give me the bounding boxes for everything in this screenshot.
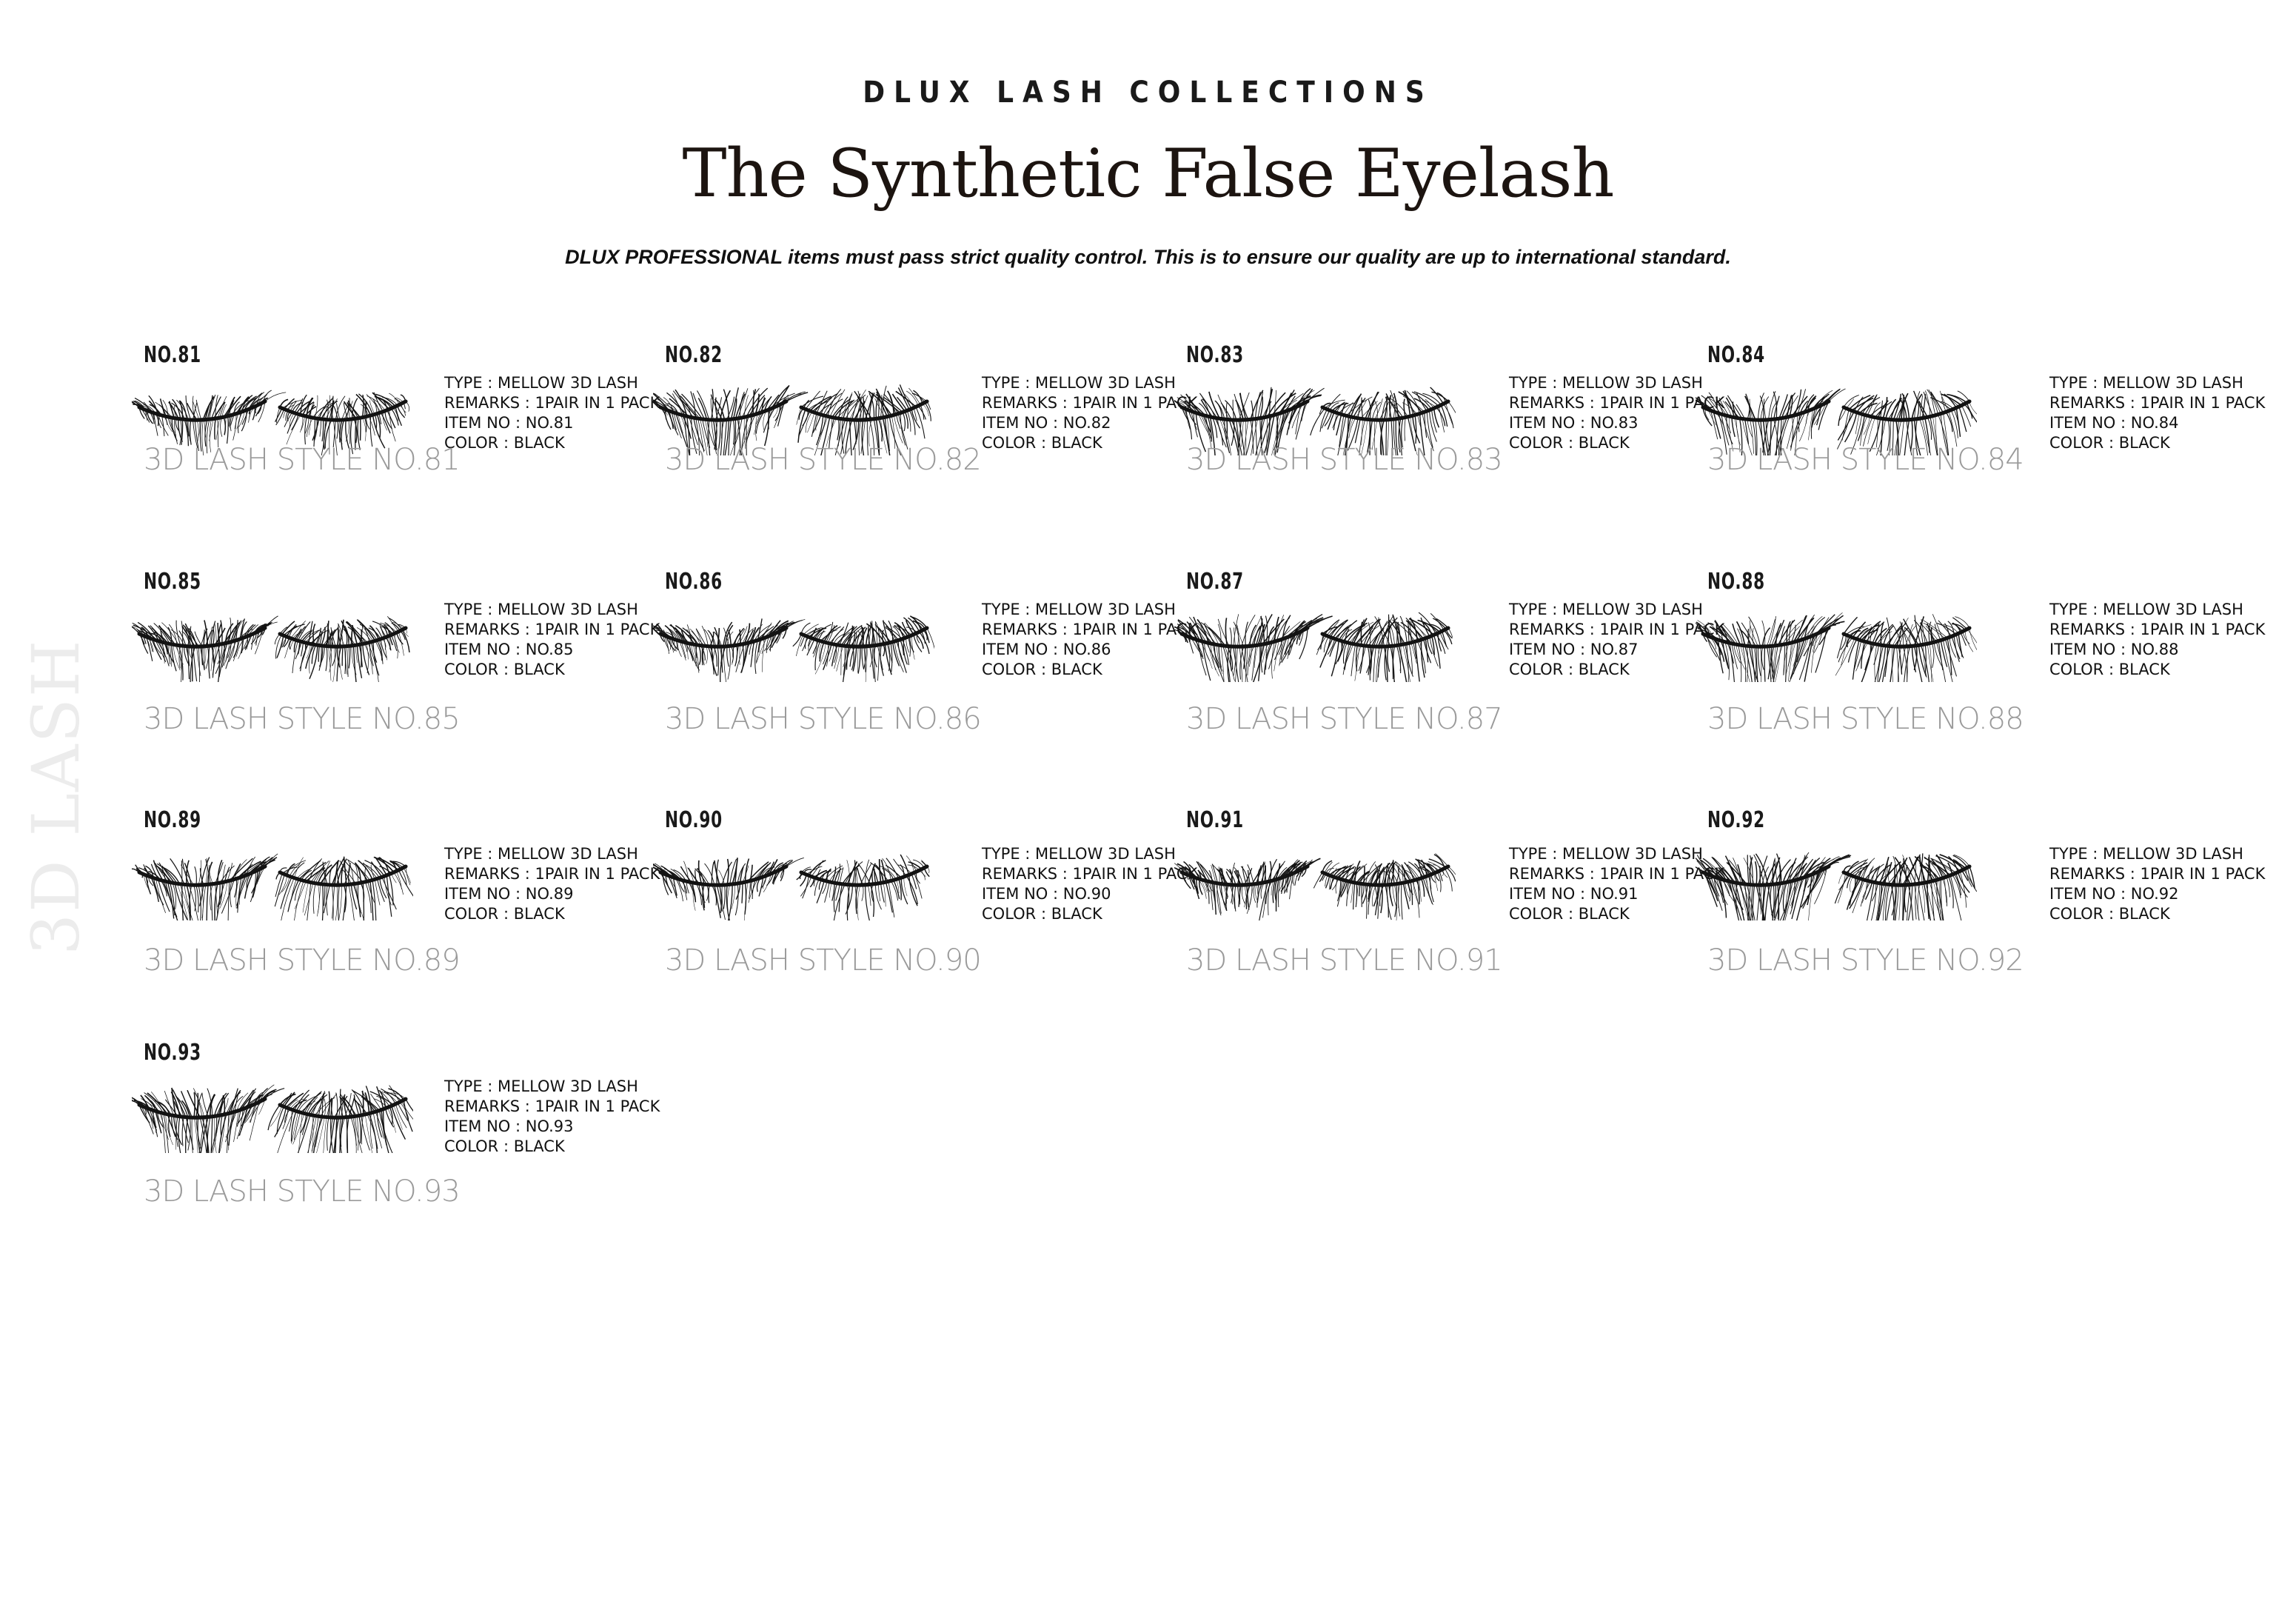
- spec-type: TYPE : MELLOW 3D LASH: [444, 1077, 638, 1095]
- spec-list: [1509, 844, 1724, 924]
- eyelash-strip: [793, 616, 934, 682]
- spec-item-no: ITEM NO : NO.87: [1509, 641, 1639, 658]
- style-name: 3D LASH STYLE NO.85: [144, 702, 460, 736]
- style-name: 3D LASH STYLE NO.84: [1707, 443, 2024, 477]
- spec-remarks: REMARKS : 1PAIR IN 1 PACK: [444, 1097, 660, 1115]
- product-item: [144, 807, 662, 978]
- item-number: NO.92: [1707, 807, 1765, 833]
- spec-remarks: REMARKS : 1PAIR IN 1 PACK: [982, 621, 1198, 638]
- spec-color: COLOR : BLACK: [444, 661, 565, 678]
- side-label: 3D LASH: [18, 638, 94, 955]
- product-item: [1186, 807, 1725, 978]
- eyelash-strip: [1835, 853, 1976, 920]
- style-name: 3D LASH STYLE NO.86: [665, 702, 981, 736]
- spec-remarks: REMARKS : 1PAIR IN 1 PACK: [444, 865, 660, 883]
- item-number: NO.88: [1707, 569, 1765, 595]
- spec-remarks: REMARKS : 1PAIR IN 1 PACK: [444, 394, 660, 412]
- eyelash-strip: [1835, 614, 1977, 682]
- item-number: NO.81: [144, 342, 201, 368]
- item-number: NO.86: [665, 569, 723, 595]
- item-number: NO.93: [144, 1040, 201, 1066]
- spec-remarks: REMARKS : 1PAIR IN 1 PACK: [2049, 394, 2266, 412]
- spec-remarks: REMARKS : 1PAIR IN 1 PACK: [2049, 621, 2266, 638]
- spec-color: COLOR : BLACK: [982, 434, 1102, 452]
- spec-color: COLOR : BLACK: [982, 905, 1102, 923]
- style-name: 3D LASH STYLE NO.89: [144, 943, 460, 978]
- item-number: NO.84: [1707, 342, 1765, 368]
- product-item: [1707, 342, 2266, 505]
- spec-type: TYPE : MELLOW 3D LASH: [982, 845, 1176, 863]
- spec-color: COLOR : BLACK: [2049, 905, 2170, 923]
- spec-item-no: ITEM NO : NO.83: [1509, 414, 1639, 432]
- brand-heading: DLUX LASH COLLECTIONS: [863, 76, 1433, 110]
- lash-pair-image: [132, 597, 413, 682]
- spec-remarks: REMARKS : 1PAIR IN 1 PACK: [1509, 865, 1725, 883]
- style-name: 3D LASH STYLE NO.87: [1186, 702, 1502, 736]
- spec-type: TYPE : MELLOW 3D LASH: [444, 601, 638, 618]
- product-item: [1707, 807, 2266, 978]
- product-item: [1186, 569, 1725, 736]
- spec-type: TYPE : MELLOW 3D LASH: [2049, 845, 2243, 863]
- item-number: NO.89: [144, 807, 201, 833]
- spec-type: TYPE : MELLOW 3D LASH: [1509, 374, 1703, 392]
- eyelash-strip: [1316, 612, 1452, 682]
- item-number: NO.85: [144, 569, 201, 595]
- spec-list: [2049, 844, 2265, 924]
- product-item: [1186, 342, 1725, 505]
- spec-item-no: ITEM NO : NO.82: [982, 414, 1111, 432]
- spec-item-no: ITEM NO : NO.90: [982, 885, 1111, 903]
- spec-list: [982, 844, 1197, 924]
- eyelash-strip: [268, 1086, 413, 1153]
- spec-type: TYPE : MELLOW 3D LASH: [444, 374, 638, 392]
- style-name: 3D LASH STYLE NO.93: [144, 1174, 460, 1209]
- spec-item-no: ITEM NO : NO.84: [2049, 414, 2179, 432]
- spec-remarks: REMARKS : 1PAIR IN 1 PACK: [982, 394, 1198, 412]
- spec-type: TYPE : MELLOW 3D LASH: [2049, 374, 2243, 392]
- eyelash-strip: [1696, 612, 1844, 682]
- eyelash-strip: [132, 616, 278, 682]
- spec-item-no: ITEM NO : NO.93: [444, 1117, 574, 1135]
- eyelash-strip: [132, 854, 278, 920]
- spec-list: [982, 373, 1197, 453]
- lash-pair-image: [653, 835, 934, 920]
- eyelash-strip: [653, 618, 805, 682]
- eyelash-strip: [1313, 854, 1456, 920]
- style-name: 3D LASH STYLE NO.90: [665, 943, 981, 978]
- spec-list: [1509, 600, 1724, 680]
- spec-remarks: REMARKS : 1PAIR IN 1 PACK: [1509, 394, 1725, 412]
- lash-pair-image: [1696, 597, 1977, 682]
- item-number: NO.90: [665, 807, 723, 833]
- eyelash-strip: [275, 857, 413, 920]
- spec-type: TYPE : MELLOW 3D LASH: [1509, 601, 1703, 618]
- tagline: DLUX PROFESSIONAL items must pass strict quality control. This is to ensure our quality are up to international standard.: [565, 246, 1731, 268]
- eyelash-strip: [797, 855, 929, 920]
- spec-list: [2049, 600, 2265, 680]
- lash-pair-image: [132, 1068, 413, 1153]
- style-name: 3D LASH STYLE NO.88: [1707, 702, 2024, 736]
- item-number: NO.91: [1186, 807, 1244, 833]
- style-name: 3D LASH STYLE NO.81: [144, 443, 460, 477]
- product-item: [665, 807, 1198, 978]
- spec-remarks: REMARKS : 1PAIR IN 1 PACK: [1509, 621, 1725, 638]
- eyelash-strip: [275, 616, 409, 682]
- spec-item-no: ITEM NO : NO.88: [2049, 641, 2179, 658]
- spec-type: TYPE : MELLOW 3D LASH: [982, 601, 1176, 618]
- eyelash-strip: [1174, 858, 1320, 920]
- spec-color: COLOR : BLACK: [982, 661, 1102, 678]
- style-name: 3D LASH STYLE NO.91: [1186, 943, 1502, 978]
- product-item: [665, 569, 1198, 736]
- eyelash-strip: [1174, 614, 1333, 682]
- spec-type: TYPE : MELLOW 3D LASH: [1509, 845, 1703, 863]
- spec-list: [444, 373, 660, 453]
- eyelash-strip: [653, 858, 804, 920]
- item-number: NO.82: [665, 342, 723, 368]
- spec-color: COLOR : BLACK: [444, 1137, 565, 1155]
- lash-pair-image: [653, 597, 934, 682]
- lash-pair-image: [1174, 835, 1456, 920]
- spec-color: COLOR : BLACK: [2049, 661, 2170, 678]
- spec-item-no: ITEM NO : NO.91: [1509, 885, 1639, 903]
- eyelash-strip: [132, 1085, 284, 1153]
- spec-item-no: ITEM NO : NO.85: [444, 641, 574, 658]
- spec-list: [444, 600, 660, 680]
- spec-item-no: ITEM NO : NO.81: [444, 414, 574, 432]
- spec-color: COLOR : BLACK: [444, 905, 565, 923]
- spec-item-no: ITEM NO : NO.92: [2049, 885, 2179, 903]
- spec-color: COLOR : BLACK: [1509, 905, 1630, 923]
- page-title: The Synthetic False Eyelash: [682, 135, 1614, 213]
- item-number: NO.87: [1186, 569, 1244, 595]
- style-name: 3D LASH STYLE NO.92: [1707, 943, 2024, 978]
- spec-list: [444, 1077, 660, 1157]
- lash-pair-image: [1174, 597, 1456, 682]
- product-item: [144, 342, 662, 505]
- spec-list: [1509, 373, 1724, 453]
- spec-color: COLOR : BLACK: [2049, 434, 2170, 452]
- spec-remarks: REMARKS : 1PAIR IN 1 PACK: [444, 621, 660, 638]
- spec-list: [444, 844, 660, 924]
- spec-remarks: REMARKS : 1PAIR IN 1 PACK: [2049, 865, 2266, 883]
- spec-remarks: REMARKS : 1PAIR IN 1 PACK: [982, 865, 1198, 883]
- product-item: [1707, 569, 2266, 736]
- product-item: [665, 342, 1198, 505]
- product-item: [144, 1040, 662, 1209]
- spec-type: TYPE : MELLOW 3D LASH: [2049, 601, 2243, 618]
- lash-pair-image: [1696, 835, 1977, 920]
- style-name: 3D LASH STYLE NO.83: [1186, 443, 1502, 477]
- spec-item-no: ITEM NO : NO.86: [982, 641, 1111, 658]
- style-name: 3D LASH STYLE NO.82: [665, 443, 981, 477]
- spec-type: TYPE : MELLOW 3D LASH: [982, 374, 1176, 392]
- spec-list: [982, 600, 1197, 680]
- lash-pair-image: [132, 835, 413, 920]
- spec-item-no: ITEM NO : NO.89: [444, 885, 574, 903]
- spec-list: [2049, 373, 2265, 453]
- spec-color: COLOR : BLACK: [444, 434, 565, 452]
- spec-type: TYPE : MELLOW 3D LASH: [444, 845, 638, 863]
- spec-color: COLOR : BLACK: [1509, 661, 1630, 678]
- spec-color: COLOR : BLACK: [1509, 434, 1630, 452]
- item-number: NO.83: [1186, 342, 1244, 368]
- eyelash-strip: [1696, 852, 1851, 920]
- product-item: [144, 569, 662, 736]
